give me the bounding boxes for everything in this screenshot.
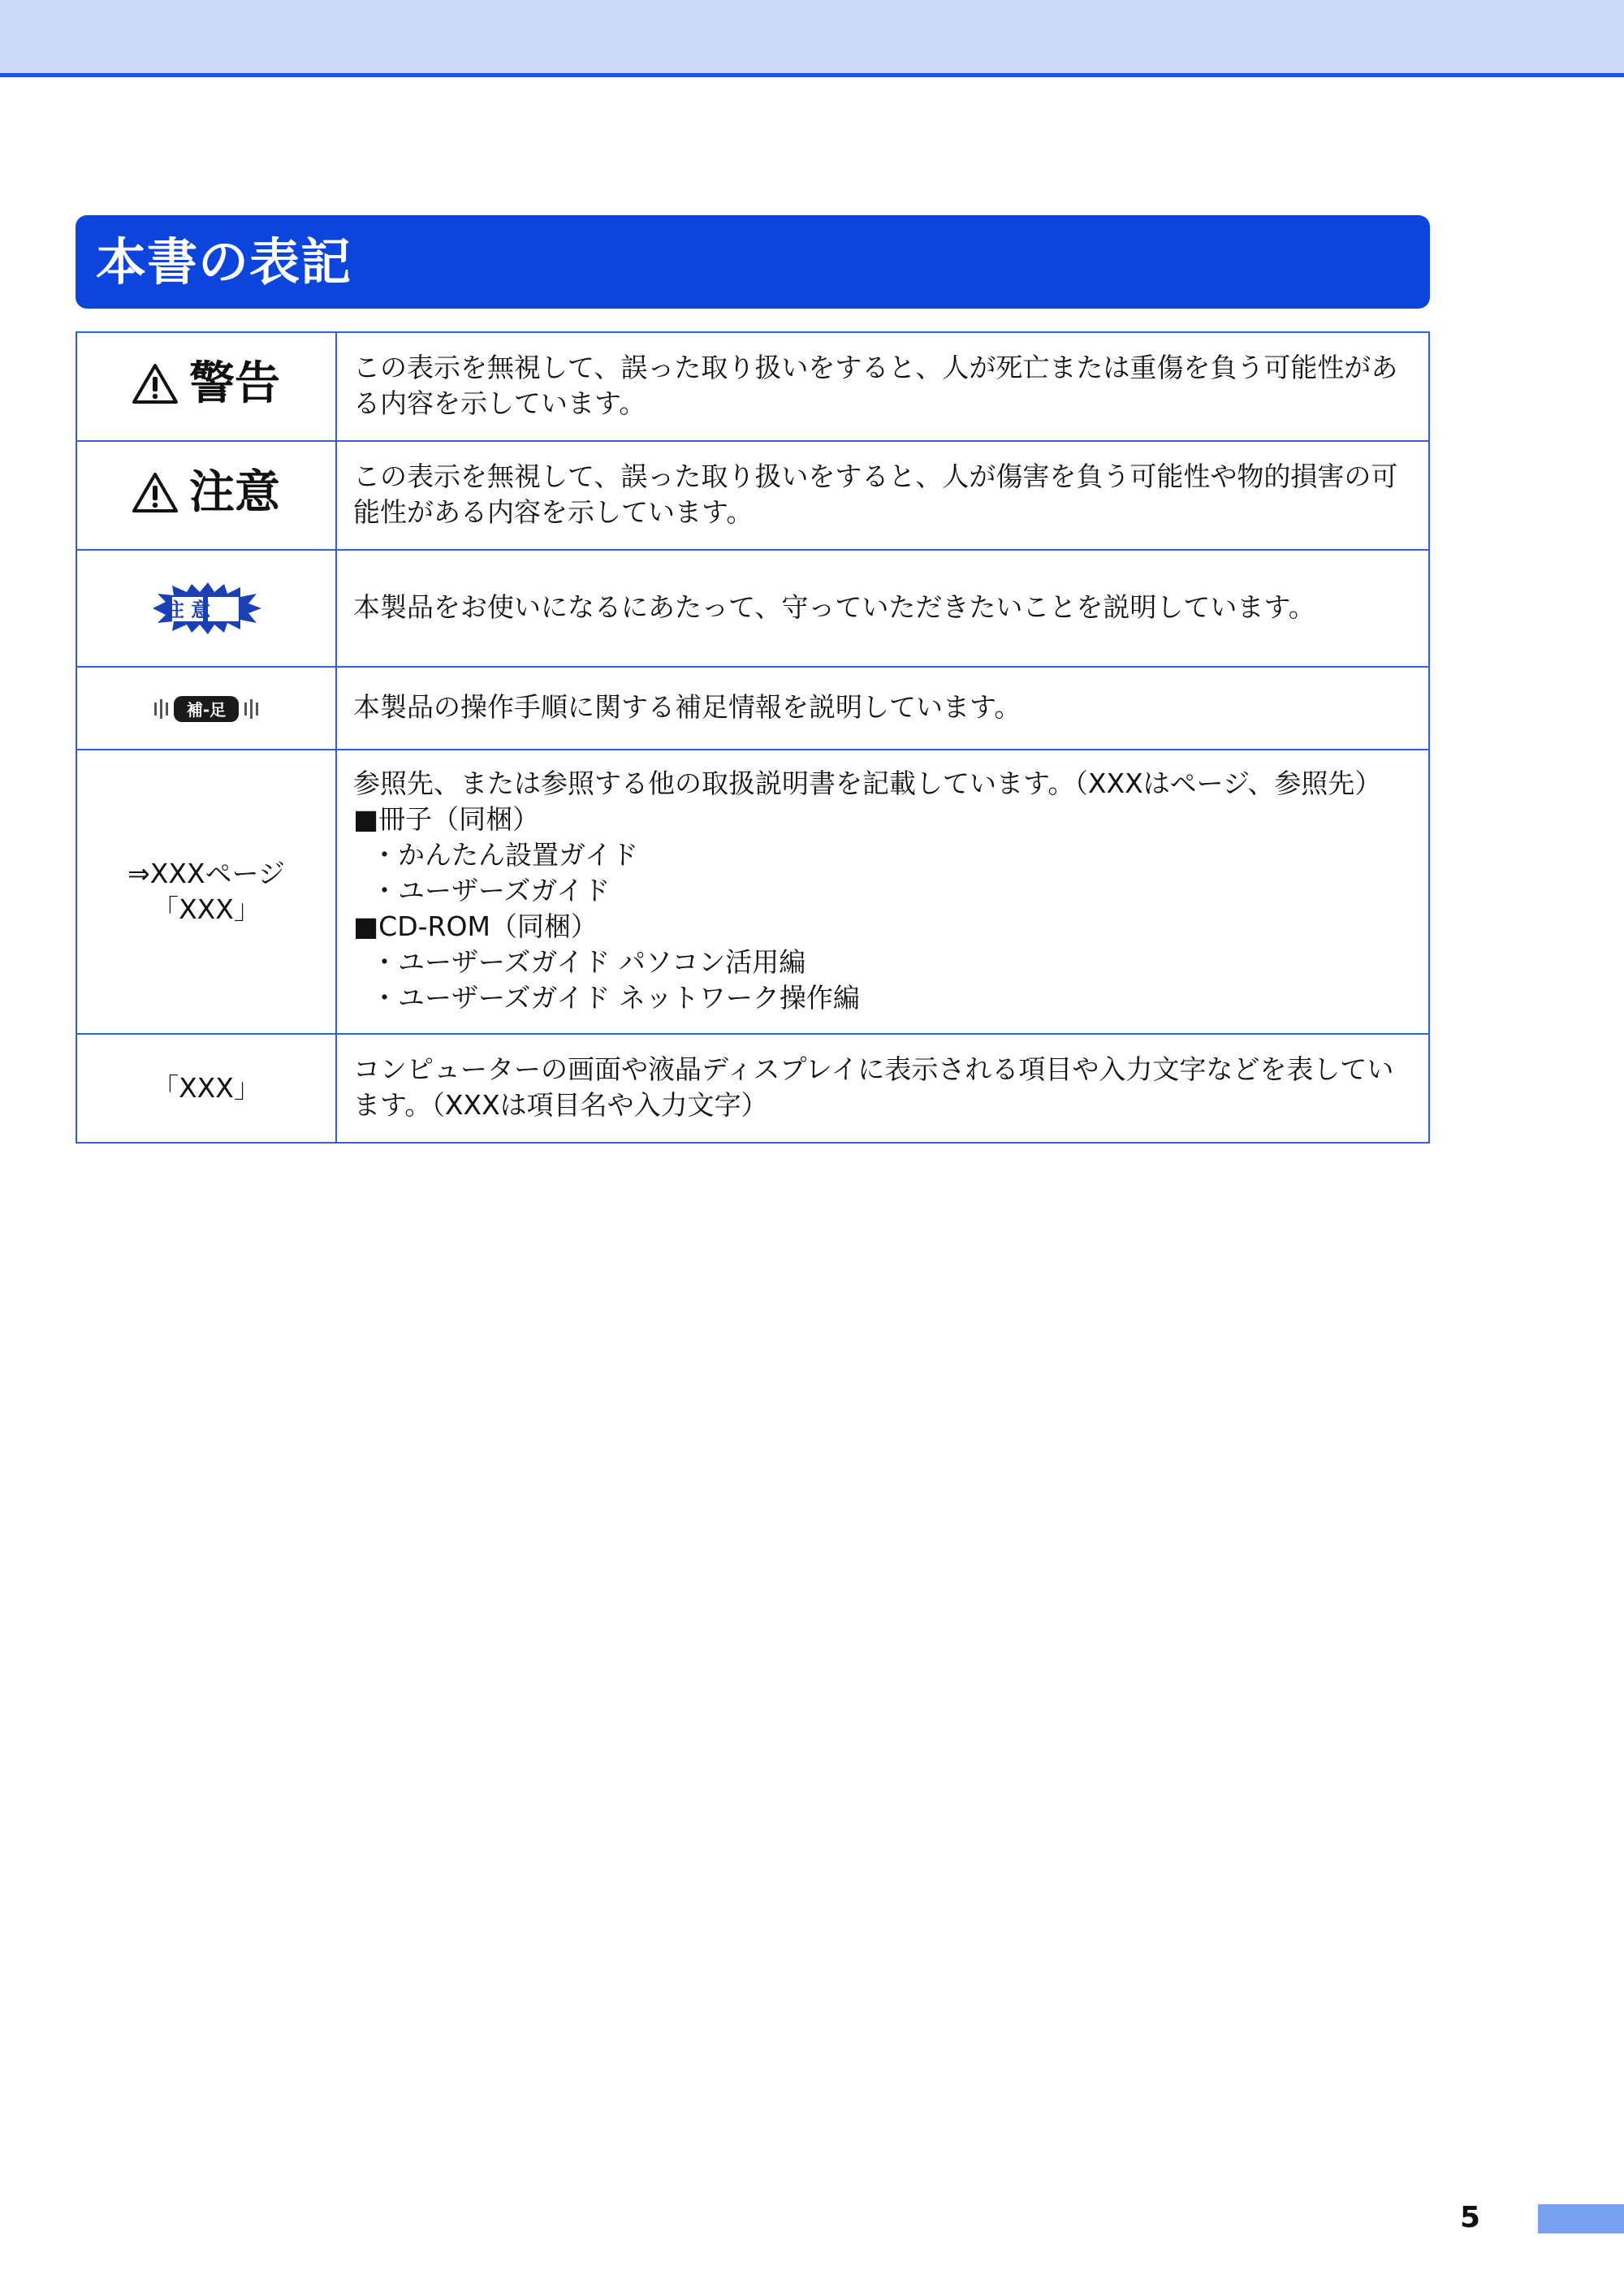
page-number: 5 (1460, 2201, 1481, 2234)
list-item: ・ユーザーズガイド (371, 875, 611, 906)
description-cell (336, 750, 1429, 1034)
supplement-badge-text: 補-足 (186, 699, 227, 720)
label-cell (76, 750, 336, 1034)
list-item: ・かんたん設置ガイド (371, 839, 639, 871)
description-cell: 本製品をお使いになるにあたって、守っていただきたいことを説明しています。 (336, 550, 1429, 667)
page-tab (1538, 2204, 1624, 2233)
cdrom-heading: ■CD-ROM（同梱） (353, 910, 598, 942)
label-cell (76, 332, 336, 441)
reference-title-label: 「XXX」 (152, 893, 261, 925)
description-cell: 本製品の操作手順に関する補足情報を説明しています。 (336, 667, 1429, 750)
table-row (76, 750, 1429, 1034)
sound-badge-icon (149, 691, 263, 727)
caution-label: 注意 (189, 466, 280, 519)
header-band (0, 0, 1624, 77)
table-row (76, 332, 1429, 441)
caution-sign (132, 466, 280, 519)
label-cell (76, 441, 336, 550)
reference-page-label: ⇒XXXページ (127, 858, 285, 889)
table-row (76, 667, 1429, 750)
list-item: ・ユーザーズガイド ネットワーク操作編 (371, 982, 860, 1014)
warning-sign (132, 357, 280, 410)
notation-table (76, 331, 1430, 1144)
warning-triangle-icon (132, 364, 178, 404)
label-cell (76, 667, 336, 750)
label-cell (76, 550, 336, 667)
table-row (76, 1034, 1429, 1143)
label-cell: 「XXX」 (76, 1034, 336, 1143)
starburst-badge-icon (149, 582, 263, 634)
warning-label: 警告 (189, 357, 280, 410)
description-cell: この表示を無視して、誤った取り扱いをすると、人が死亡または重傷を負う可能性がある内容を示しています。 (336, 332, 1429, 441)
table-row (76, 441, 1429, 550)
note-badge-char-1: 注 意 (164, 599, 211, 621)
list-item: ・ユーザーズガイド パソコン活用編 (371, 946, 806, 978)
reference-description: 参照先、または参照する他の取扱説明書を記載しています。（XXXはページ、参照先） (353, 767, 1382, 799)
booklet-heading: ■冊子（同梱） (353, 803, 540, 835)
warning-triangle-icon (132, 473, 178, 513)
table-row (76, 550, 1429, 667)
section-title: 本書の表記 (76, 215, 1430, 309)
description-cell: コンピューターの画面や液晶ディスプレイに表示される項目や入力文字などを表しています。（XXXは項目名や入力文字） (336, 1034, 1429, 1143)
description-cell: この表示を無視して、誤った取り扱いをすると、人が傷害を負う可能性や物的損害の可能性がある内容を示しています。 (336, 441, 1429, 550)
